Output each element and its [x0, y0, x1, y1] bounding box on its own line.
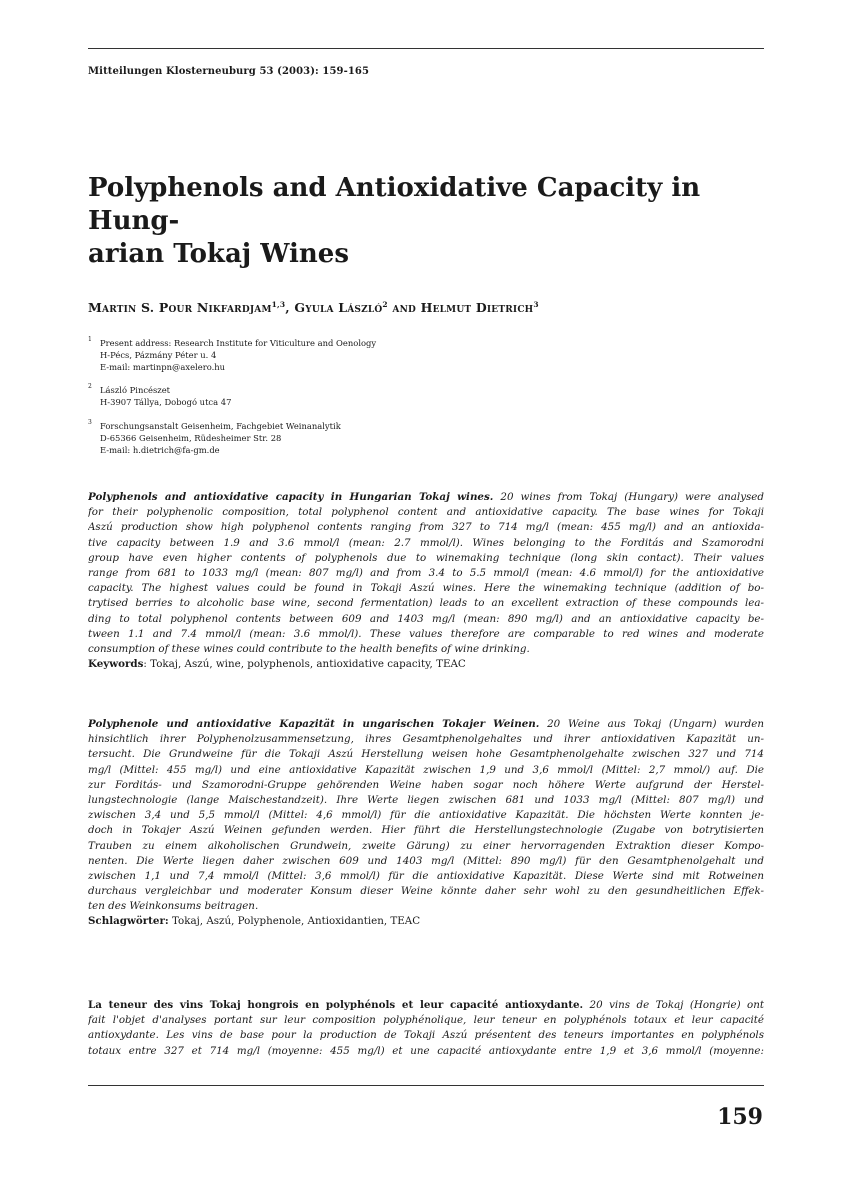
abstract-line: totaux entre 327 et 714 mg/l (moyenne: 455 mg/l) et une capacité antioxydante entre 1,9 et 3,6 mmol/l (moyenne: — [88, 1044, 764, 1057]
abstract-heading: Polyphenols and antioxidative capacity in Hungarian Tokaj wines. — [88, 491, 494, 503]
abstract-french — [88, 998, 764, 1059]
keywords — [88, 914, 764, 929]
abstract-line: zwischen 3,4 und 5,5 mmol/l (Mittel: 4,6 mmol/l) für die antioxidative Kapazität. Die höchsten Werte konnten je- — [88, 809, 764, 822]
affiliation-ref: 3 — [533, 300, 539, 309]
keywords-label: Schlagwörter: — [88, 915, 169, 928]
affiliation-number: 1 — [88, 336, 92, 343]
author-separator: , — [285, 300, 295, 315]
affiliation-line: H-Pécs, Pázmány Péter u. 4 — [100, 350, 217, 360]
abstract-line: tive capacity between 1.9 and 3.6 mmol/l (mean: 2.7 mmol/l). Wines belonging to the Forditás and Szamorodni — [88, 536, 764, 549]
abstract-line: nenten. Die Werte liegen daher zwischen 609 und 1403 mg/l (Mittel: 890 mg/l) für den Gesamtphenolgehalt und — [88, 854, 764, 867]
keywords-label: Keywords — [88, 658, 144, 671]
abstract-line: range from 681 to 1033 mg/l (mean: 807 mg/l) and from 3.4 to 5.5 mmol/l (mean: 4.6 mmol/l) for the antioxidative — [88, 566, 764, 579]
top-rule — [88, 48, 764, 49]
abstract-line: tween 1.1 and 7.4 mmol/l (mean: 3.6 mmol/l). These values therefore are comparable to red wines and moderate — [88, 627, 764, 640]
author-list — [88, 300, 539, 315]
abstract-heading: La teneur des vins Tokaj hongrois en polyphénols et leur capacité antioxydante. — [88, 999, 584, 1011]
affiliation-line: H-3907 Tállya, Dobogó utca 47 — [100, 397, 232, 407]
abstract-line: ten des Weinkonsums beitragen. — [88, 900, 259, 913]
author-name: Martin S. Pour Nikfardjam — [88, 300, 272, 315]
affiliation-number: 3 — [88, 419, 92, 426]
affiliation-line: Present address: Research Institute for Viticulture and Oenology — [100, 338, 377, 348]
abstract-german — [88, 717, 764, 930]
abstract-line: antioxydante. Les vins de base pour la production de Tokaji Aszú présentent des teneurs importantes en polyphénols — [88, 1029, 764, 1042]
abstract-line — [88, 717, 764, 732]
affiliation — [88, 420, 341, 456]
abstract-line: zwischen 1,1 und 7,4 mmol/l (Mittel: 3,6 mmol/l) für die antioxidative Kapazität. Diese Werte sind mit Rotweinen — [88, 869, 764, 882]
abstract-text: 20 wines from Tokaj (Hungary) were analysed — [493, 491, 764, 503]
abstract-line: Trauben zu einem alkoholischen Grundwein, zweite Gärung) zu einer hervorragenden Extraktion dieser Kompo- — [88, 839, 764, 852]
abstract-line: group have even higher contents of polyphenols due to winemaking technique (long skin contact). Their values — [88, 551, 764, 564]
abstract-line: lungstechnologie (lange Maischestandzeit). Ihre Werte liegen zwischen 681 und 1033 mg/l (Mittel: 807 mg/l) und — [88, 793, 764, 806]
bottom-rule — [88, 1085, 764, 1086]
author-name: Helmut Dietrich — [420, 300, 534, 315]
title-line: arian Tokaj Wines — [88, 239, 349, 269]
abstract-heading: Polyphenole und antioxidative Kapazität in ungarischen Tokajer Weinen. — [88, 718, 540, 730]
journal-citation: Mitteilungen Klosterneuburg 53 (2003): 159-165 — [88, 66, 370, 77]
affiliation-email[interactable]: E-mail: h.dietrich@fa-gm.de — [100, 445, 220, 455]
abstract-line: hinsichtlich ihrer Polyphenolzusammensetzung, ihres Gesamtphenolgehaltes und ihrer antioxidativen Kapazität un- — [88, 733, 764, 746]
abstract-line: capacity. The highest values could be found in Tokaji Aszú wines. Here the winemaking technique (addition of bo- — [88, 582, 764, 595]
abstract-line: doch in Tokajer Aszú Weinen gefunden werden. Hier führt die Herstellungstechnologie (Zugabe von botrytisierten — [88, 824, 764, 837]
abstract-line — [88, 490, 764, 505]
page-number: 159 — [717, 1104, 763, 1130]
title-line: Polyphenols and Antioxidative Capacity in Hung- — [88, 173, 701, 236]
keywords-text: Tokaj, Aszú, Polyphenole, Antioxidantien, TEAC — [168, 915, 421, 928]
abstract-line: durchaus vergleichbar und moderater Konsum dieser Weine könnte daher sehr wohl zu den gesundheitlichen Effek- — [88, 885, 764, 898]
keywords — [88, 657, 764, 672]
abstract-line: mg/l (Mittel: 455 mg/l) und eine antioxidative Kapazität zwischen 1,9 und 3,6 mmol/l (Mittel: 2,7 mmol/) auf. Die — [88, 763, 764, 776]
abstract-line: Aszú production show high polyphenol contents ranging from 327 to 714 mg/l (mean: 455 mg/l) and an antioxida- — [88, 521, 764, 534]
affiliation-ref: 1,3 — [271, 300, 286, 309]
paper-title — [88, 172, 768, 271]
author-name: Gyula László — [294, 300, 383, 315]
abstract-line: trytised berries to alcoholic base wine, second fermentation) leads to an excellent extraction of these compounds lea- — [88, 597, 764, 610]
abstract-line: zur Forditás- und Szamorodni-Gruppe gehörenden Weine haben sogar noch höhere Werte aufgrund der Herstel- — [88, 778, 764, 791]
abstract-text: 20 Weine aus Tokaj (Ungarn) wurden — [539, 718, 764, 730]
affiliation — [88, 337, 376, 373]
abstract-line: fait l'objet d'analyses portant sur leur composition polyphénolique, leur teneur en polyphénols totaux et leur capacité — [88, 1014, 764, 1027]
abstract-line — [88, 998, 764, 1013]
abstract-line: tersucht. Die Grundweine für die Tokaji Aszú Herstellung weisen hohe Gesamtphenolgehalte zwischen 327 und 714 — [88, 748, 764, 761]
affiliation-number: 2 — [88, 383, 92, 390]
abstract-line: for their polyphenolic composition, total polyphenol content and antioxidative capacity. The base wines for Tokaji — [88, 506, 764, 519]
abstract-line: consumption of these wines could contribute to the health benefits of wine drinking. — [88, 642, 530, 655]
affiliation-ref: 2 — [382, 300, 388, 309]
affiliation-line: D-65366 Geisenheim, Rüdesheimer Str. 28 — [100, 433, 282, 443]
keywords-text: : Tokaj, Aszú, wine, polyphenols, antioxidative capacity, TEAC — [143, 658, 466, 671]
abstract-english — [88, 490, 764, 672]
affiliation-line: Forschungsanstalt Geisenheim, Fachgebiet Weinanalytik — [100, 421, 341, 431]
affiliation-line: László Pincészet — [100, 385, 171, 395]
abstract-line: ding to total polyphenol contents between 609 and 1403 mg/l (mean: 890 mg/l) and an antioxidative capacity be- — [88, 612, 764, 625]
author-separator: and — [387, 300, 421, 315]
affiliation — [88, 384, 231, 408]
affiliation-email[interactable]: E-mail: martinpn@axelero.hu — [100, 362, 226, 372]
abstract-text: 20 vins de Tokaj (Hongrie) ont — [583, 999, 764, 1011]
